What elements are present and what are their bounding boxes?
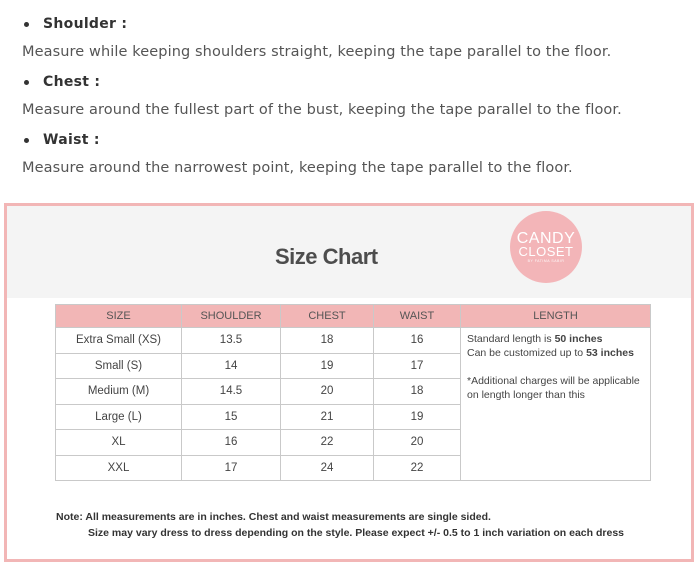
standard-length-prefix: Standard length is bbox=[467, 333, 555, 345]
instruction-text: Measure while keeping shoulders straight, keeping the tape parallel to the floor. bbox=[22, 44, 612, 60]
cell-waist: 18 bbox=[374, 379, 461, 405]
custom-length-value: 53 inches bbox=[586, 347, 634, 359]
table-row bbox=[56, 328, 651, 354]
cell-size: Small (S) bbox=[56, 353, 182, 379]
cell-chest: 18 bbox=[281, 328, 374, 354]
header-waist: WAIST bbox=[374, 305, 461, 328]
length-info-cell bbox=[461, 328, 651, 481]
cell-waist: 19 bbox=[374, 404, 461, 430]
logo-text-candy: CANDY bbox=[516, 230, 576, 247]
brand-logo bbox=[510, 211, 582, 283]
chart-header bbox=[7, 206, 691, 298]
instruction-label: Waist : bbox=[43, 132, 100, 148]
size-chart-image bbox=[4, 203, 694, 562]
cell-shoulder: 17 bbox=[182, 455, 281, 481]
standard-length-value: 50 inches bbox=[554, 333, 603, 345]
cell-size: XXL bbox=[56, 455, 182, 481]
instruction-label: Chest : bbox=[43, 74, 101, 90]
header-length: LENGTH bbox=[461, 305, 651, 328]
cell-size: XL bbox=[56, 430, 182, 456]
cell-size: Extra Small (XS) bbox=[56, 328, 182, 354]
cell-shoulder: 14.5 bbox=[182, 379, 281, 405]
cell-waist: 16 bbox=[374, 328, 461, 354]
table-header-row bbox=[56, 305, 651, 328]
cell-chest: 22 bbox=[281, 430, 374, 456]
cell-waist: 20 bbox=[374, 430, 461, 456]
cell-size: Large (L) bbox=[56, 404, 182, 430]
cell-waist: 17 bbox=[374, 353, 461, 379]
note-line-1: Note: All measurements are in inches. Chest and waist measurements are single sided. bbox=[56, 511, 491, 523]
custom-length-line bbox=[467, 346, 644, 360]
size-table bbox=[55, 304, 651, 481]
instruction-text: Measure around the narrowest point, keeping the tape parallel to the floor. bbox=[22, 160, 573, 176]
instruction-text: Measure around the fullest part of the bust, keeping the tape parallel to the floor. bbox=[22, 102, 622, 118]
cell-shoulder: 14 bbox=[182, 353, 281, 379]
logo-text-closet: CLOSET bbox=[518, 244, 574, 259]
header-chest: CHEST bbox=[281, 305, 374, 328]
cell-shoulder: 13.5 bbox=[182, 328, 281, 354]
instruction-label: Shoulder : bbox=[43, 16, 128, 32]
cell-size: Medium (M) bbox=[56, 379, 182, 405]
custom-length-prefix: Can be customized up to bbox=[467, 347, 587, 359]
cell-chest: 24 bbox=[281, 455, 374, 481]
instruction-heading-chest bbox=[22, 74, 100, 90]
cell-chest: 20 bbox=[281, 379, 374, 405]
header-size: SIZE bbox=[56, 305, 182, 328]
logo-text-byline: BY FATIMA SABIR bbox=[527, 259, 565, 263]
bullet-icon bbox=[24, 80, 29, 85]
additional-charges-note: *Additional charges will be applicable on length longer than this bbox=[467, 375, 640, 401]
header-shoulder: SHOULDER bbox=[182, 305, 281, 328]
bullet-icon bbox=[24, 138, 29, 143]
cell-chest: 19 bbox=[281, 353, 374, 379]
standard-length-line bbox=[467, 332, 644, 346]
cell-shoulder: 15 bbox=[182, 404, 281, 430]
note-line-2: Size may vary dress to dress depending on the style. Please expect +/- 0.5 to 1 inch variation on each dress bbox=[88, 527, 624, 539]
cell-waist: 22 bbox=[374, 455, 461, 481]
measurement-note bbox=[56, 509, 624, 541]
cell-chest: 21 bbox=[281, 404, 374, 430]
instruction-heading-shoulder bbox=[22, 16, 127, 32]
cell-shoulder: 16 bbox=[182, 430, 281, 456]
instruction-heading-waist bbox=[22, 132, 100, 148]
bullet-icon bbox=[24, 22, 29, 27]
chart-title: Size Chart bbox=[275, 244, 378, 269]
